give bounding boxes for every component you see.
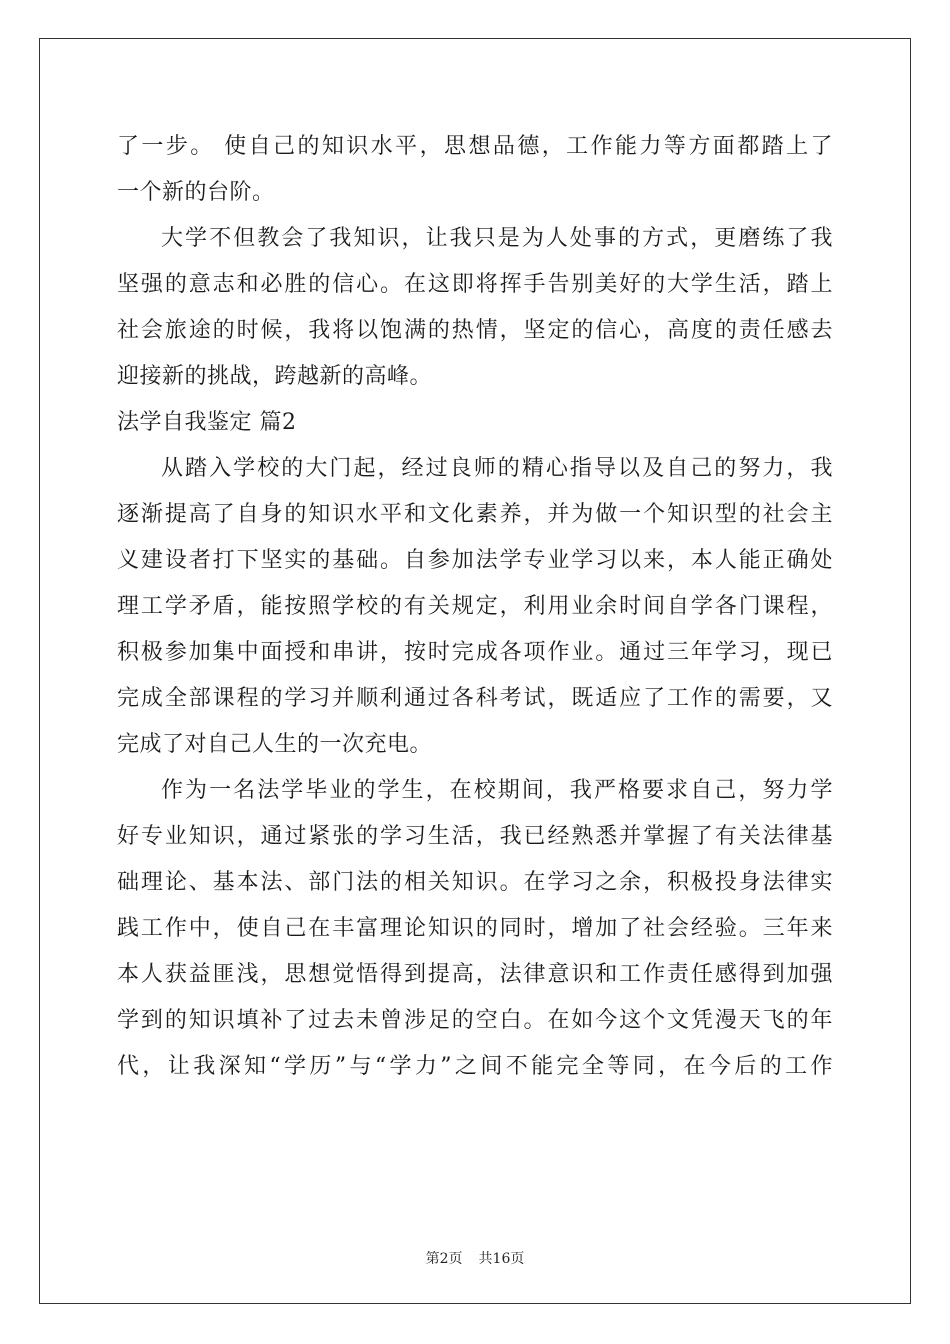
- paragraph: [117, 216, 833, 400]
- heading-text: 法学自我鉴定 篇2: [117, 410, 297, 435]
- text-line: 本人获益匪浅，思想觉悟得到提高，法律意识和工作责任感得到加强: [117, 962, 833, 987]
- text-line: 从踏入学校的大门起，经过良师的精心指导以及自己的努力，我: [161, 456, 833, 481]
- page-total: 共16页: [478, 1251, 525, 1267]
- text-line: 础理论、基本法、部门法的相关知识。在学习之余，积极投身法律实: [117, 870, 833, 895]
- text-line: 学到的知识填补了过去未曾涉足的空白。在如今这个文凭漫天飞的年: [117, 1008, 833, 1033]
- text-line: 践工作中，使自己在丰富理论知识的同时，增加了社会经验。三年来: [117, 916, 833, 941]
- page-footer: [0, 1248, 950, 1268]
- paragraph: [117, 124, 833, 216]
- document-body: [117, 124, 833, 1090]
- paragraph: [117, 446, 833, 768]
- text-line: 迎接新的挑战，跨越新的高峰。: [117, 364, 433, 389]
- text-line: 完成了对自己人生的一次充电。: [117, 732, 433, 757]
- text-line: 义建设者打下坚实的基础。自参加法学专业学习以来，本人能正确处: [117, 548, 833, 573]
- text-line: 完成全部课程的学习并顺利通过各科考试，既适应了工作的需要，又: [117, 686, 833, 711]
- text-line: 一个新的台阶。: [117, 180, 275, 205]
- text-line: 了一步。 使自己的知识水平，思想品德，工作能力等方面都踏上了: [117, 134, 833, 159]
- text-line: 理工学矛盾，能按照学校的有关规定，利用业余时间自学各门课程，: [117, 594, 833, 619]
- text-line: 好专业知识，通过紧张的学习生活，我已经熟悉并掌握了有关法律基: [117, 824, 833, 849]
- text-line: 社会旅途的时候，我将以饱满的热情，坚定的信心，高度的责任感去: [117, 318, 833, 343]
- text-line: 代，让我深知“学历”与“学力”之间不能完全等同，在今后的工作: [117, 1054, 833, 1079]
- text-line: 逐渐提高了自身的知识水平和文化素养，并为做一个知识型的社会主: [117, 502, 833, 527]
- text-line: 积极参加集中面授和串讲，按时完成各项作业。通过三年学习，现已: [117, 640, 833, 665]
- text-line: 作为一名法学毕业的学生，在校期间，我严格要求自己，努力学: [161, 778, 833, 803]
- page-number: 第2页: [425, 1251, 463, 1267]
- text-line: 坚强的意志和必胜的信心。在这即将挥手告别美好的大学生活，踏上: [117, 272, 833, 297]
- section-heading: [117, 400, 833, 446]
- text-line: 大学不但教会了我知识，让我只是为人处事的方式，更磨练了我: [161, 226, 833, 251]
- paragraph: [117, 768, 833, 1090]
